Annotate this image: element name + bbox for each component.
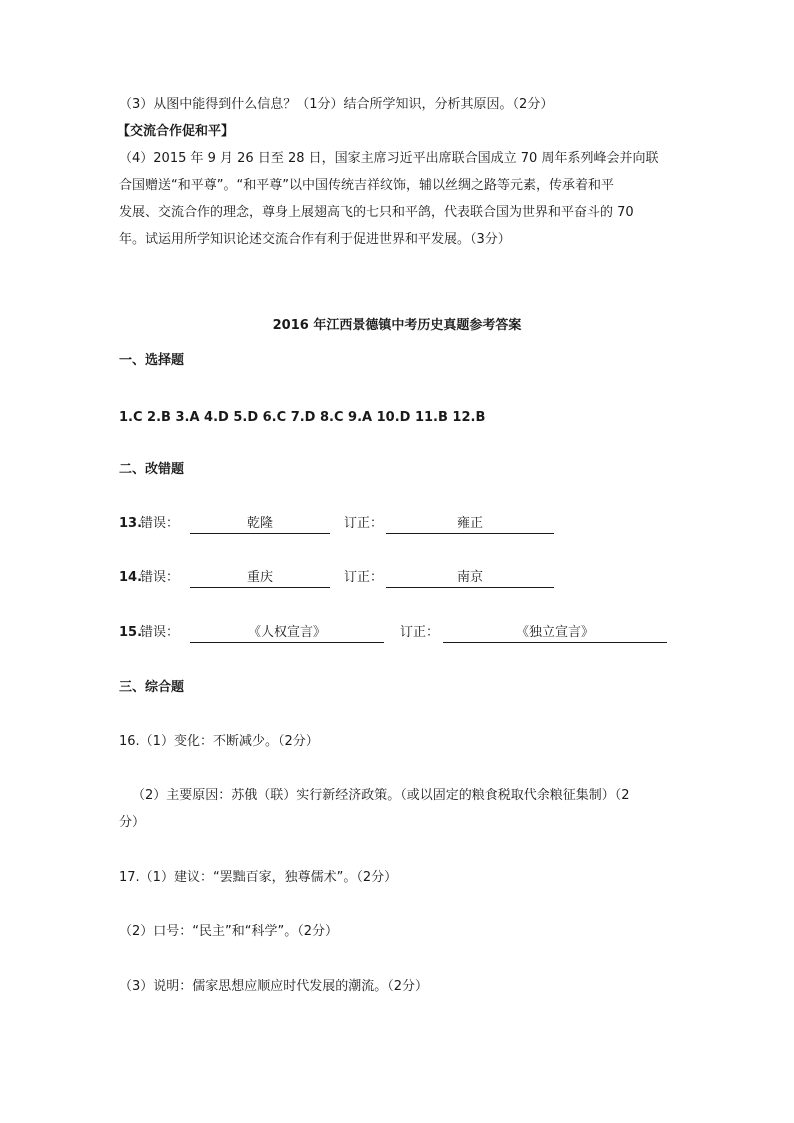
correction-number: 15. xyxy=(119,625,143,640)
question-4-line-4: 年。试运用所学知识论述交流合作有利于促进世界和平发展。（3分） xyxy=(119,232,511,247)
fix-answer: 雍正 xyxy=(386,515,554,534)
fix-label: 订正： xyxy=(344,516,384,531)
wrong-label: 错误： xyxy=(140,625,180,640)
correction-number: 14. xyxy=(119,570,143,585)
section-heading: 【交流合作促和平】 xyxy=(117,124,235,139)
section-comprehensive-heading: 三、综合题 xyxy=(119,680,185,695)
wrong-answer: 重庆 xyxy=(190,569,330,588)
answer-16-1: 16.（1）变化：不断减少。（2分） xyxy=(119,734,319,749)
wrong-answer: 《人权宣言》 xyxy=(190,624,384,643)
section-correction-heading: 二、改错题 xyxy=(119,462,185,477)
fix-label: 订正： xyxy=(344,570,384,585)
question-4-line-2: 合国赠送“和平尊”。“和平尊”以中国传统吉祥纹饰，辅以丝绸之路等元素，传承着和平 xyxy=(119,178,614,193)
question-4-line-3: 发展、交流合作的理念，尊身上展翅高飞的七只和平鸽，代表联合国为世界和平奋斗的 70 xyxy=(119,205,634,220)
answer-17-3: （3）说明：儒家思想应顺应时代发展的潮流。（2分） xyxy=(119,979,429,994)
fix-answer: 南京 xyxy=(386,569,554,588)
wrong-answer: 乾隆 xyxy=(190,515,330,534)
answer-16-2-line-2: 分） xyxy=(119,815,146,830)
answer-17-2: （2）口号：“民主”和“科学”。（2分） xyxy=(119,924,338,939)
answer-16-2-line-1: （2）主要原因：苏俄（联）实行新经济政策。（或以固定的粮食税取代余粮征集制）（2 xyxy=(132,788,630,803)
question-3: （3）从图中能得到什么信息？（1分）结合所学知识，分析其原因。（2分） xyxy=(119,97,554,112)
wrong-label: 错误： xyxy=(140,516,180,531)
fix-label: 订正： xyxy=(400,625,440,640)
section-choice-heading: 一、选择题 xyxy=(119,353,185,368)
wrong-label: 错误： xyxy=(140,570,180,585)
answer-17-1: 17.（1）建议：“罢黜百家，独尊儒术”。（2分） xyxy=(119,870,398,885)
answers-title: 2016 年江西景德镇中考历史真题参考答案 xyxy=(272,318,522,333)
fix-answer: 《独立宣言》 xyxy=(443,624,667,643)
correction-number: 13. xyxy=(119,516,143,531)
question-4-line-1: （4）2015 年 9 月 26 日至 28 日，国家主席习近平出席联合国成立 70 周年系列峰会并向联 xyxy=(119,151,659,166)
choice-answers: 1.C 2.B 3.A 4.D 5.D 6.C 7.D 8.C 9.A 10.D 11.B 12.B xyxy=(119,410,486,425)
